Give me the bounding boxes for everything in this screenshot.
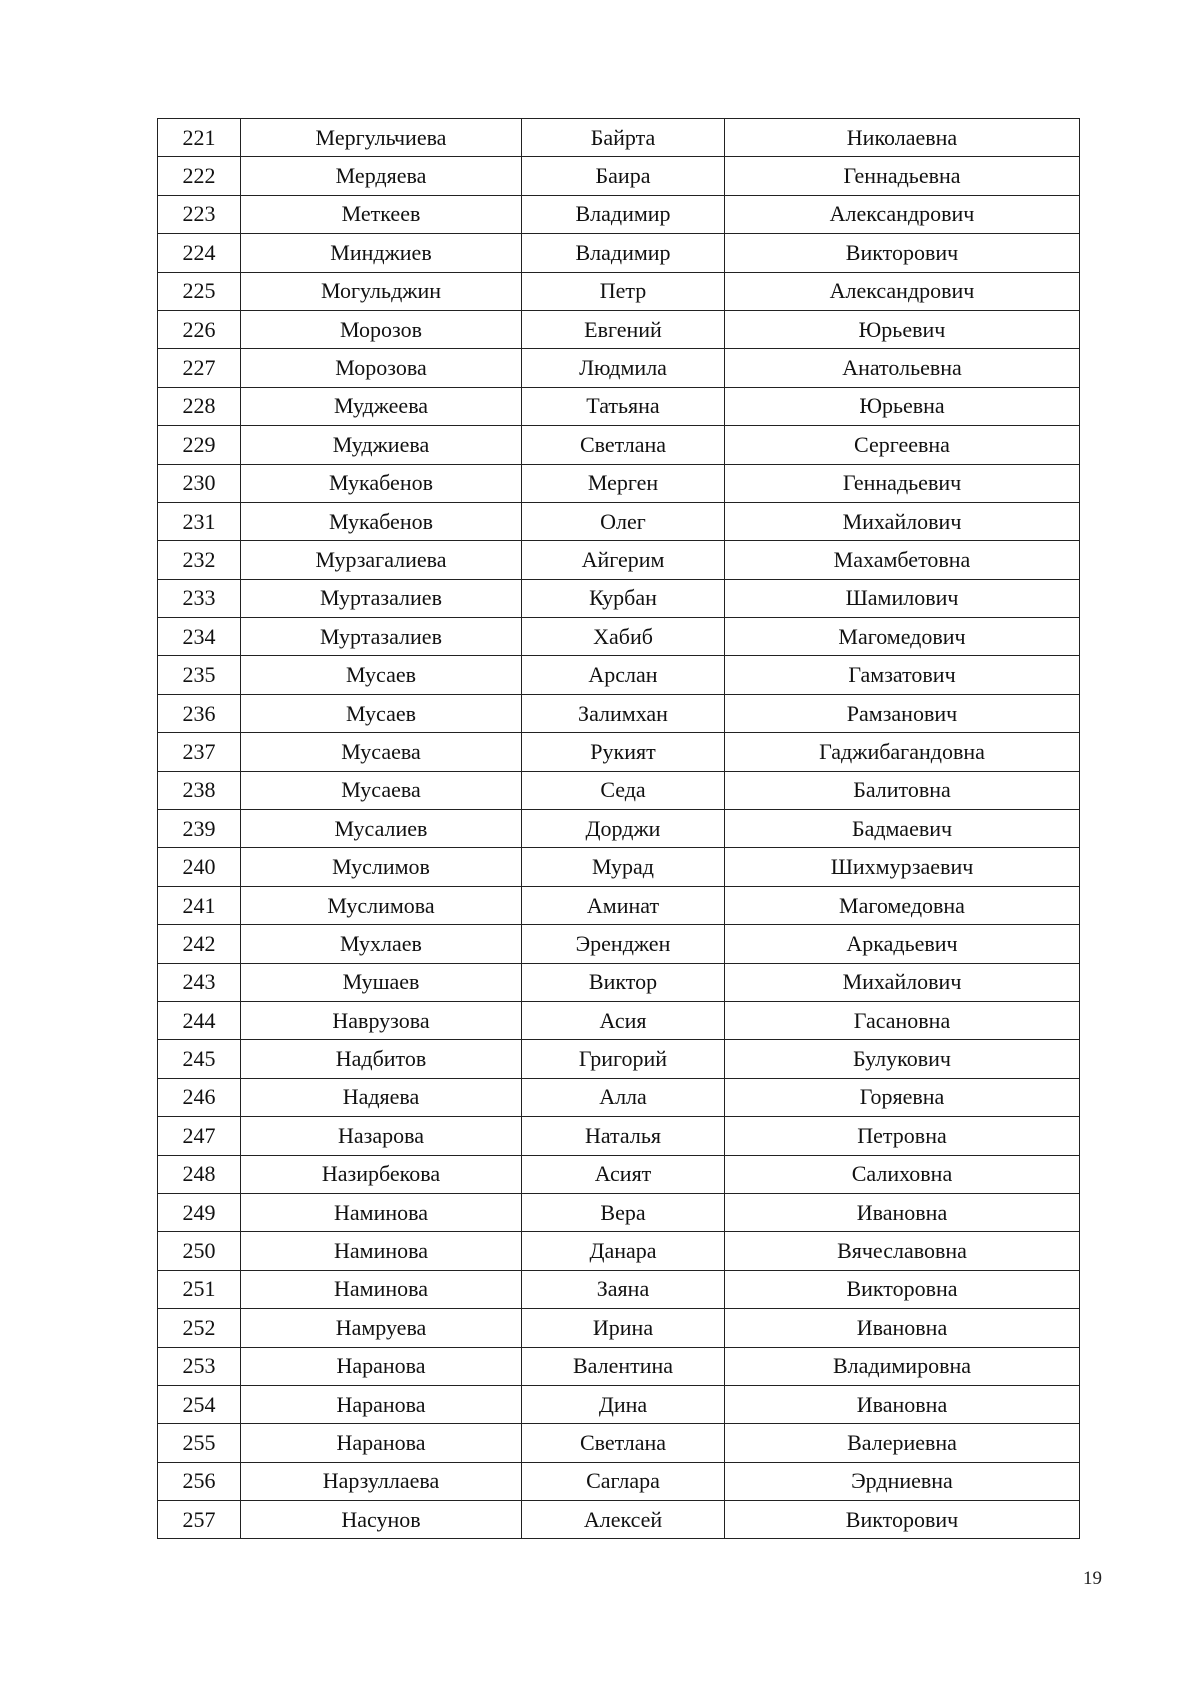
patronymic-cell: Гаджибагандовна — [725, 733, 1080, 771]
row-number-cell: 253 — [158, 1347, 241, 1385]
first-name-cell: Байрта — [522, 119, 725, 157]
table-row — [158, 810, 1080, 848]
table-row — [158, 1462, 1080, 1500]
row-number-cell: 232 — [158, 541, 241, 579]
last-name-cell: Мусаева — [241, 733, 522, 771]
patronymic-cell: Балитовна — [725, 771, 1080, 809]
patronymic-cell: Владимировна — [725, 1347, 1080, 1385]
table-row — [158, 886, 1080, 924]
patronymic-cell: Ивановна — [725, 1193, 1080, 1231]
row-number-cell: 228 — [158, 387, 241, 425]
patronymic-cell: Анатольевна — [725, 349, 1080, 387]
row-number-cell: 225 — [158, 272, 241, 310]
last-name-cell: Наранова — [241, 1347, 522, 1385]
row-number-cell: 249 — [158, 1193, 241, 1231]
page-number: 19 — [1083, 1568, 1102, 1589]
first-name-cell: Людмила — [522, 349, 725, 387]
table-row — [158, 1424, 1080, 1462]
patronymic-cell: Бадмаевич — [725, 810, 1080, 848]
first-name-cell: Владимир — [522, 195, 725, 233]
table-row — [158, 349, 1080, 387]
last-name-cell: Муджеева — [241, 387, 522, 425]
table-row — [158, 1117, 1080, 1155]
row-number-cell: 256 — [158, 1462, 241, 1500]
row-number-cell: 248 — [158, 1155, 241, 1193]
last-name-cell: Морозов — [241, 310, 522, 348]
first-name-cell: Седа — [522, 771, 725, 809]
row-number-cell: 244 — [158, 1001, 241, 1039]
last-name-cell: Намруева — [241, 1309, 522, 1347]
first-name-cell: Асия — [522, 1001, 725, 1039]
table-row — [158, 1385, 1080, 1423]
patronymic-cell: Махамбетовна — [725, 541, 1080, 579]
row-number-cell: 245 — [158, 1040, 241, 1078]
first-name-cell: Рукият — [522, 733, 725, 771]
last-name-cell: Мурзагалиева — [241, 541, 522, 579]
table-row — [158, 771, 1080, 809]
patronymic-cell: Викторовна — [725, 1270, 1080, 1308]
last-name-cell: Муджиева — [241, 426, 522, 464]
patronymic-cell: Ивановна — [725, 1309, 1080, 1347]
row-number-cell: 251 — [158, 1270, 241, 1308]
first-name-cell: Дина — [522, 1385, 725, 1423]
first-name-cell: Данара — [522, 1232, 725, 1270]
row-number-cell: 254 — [158, 1385, 241, 1423]
first-name-cell: Вера — [522, 1193, 725, 1231]
last-name-cell: Мердяева — [241, 157, 522, 195]
last-name-cell: Мусаев — [241, 656, 522, 694]
patronymic-cell: Ивановна — [725, 1385, 1080, 1423]
row-number-cell: 243 — [158, 963, 241, 1001]
row-number-cell: 236 — [158, 694, 241, 732]
table-row — [158, 848, 1080, 886]
table-row — [158, 1501, 1080, 1539]
first-name-cell: Петр — [522, 272, 725, 310]
last-name-cell: Мухлаев — [241, 925, 522, 963]
row-number-cell: 237 — [158, 733, 241, 771]
table-row — [158, 195, 1080, 233]
row-number-cell: 238 — [158, 771, 241, 809]
first-name-cell: Олег — [522, 502, 725, 540]
table-row — [158, 1347, 1080, 1385]
patronymic-cell: Юрьевич — [725, 310, 1080, 348]
last-name-cell: Мусаева — [241, 771, 522, 809]
row-number-cell: 257 — [158, 1501, 241, 1539]
last-name-cell: Муслимов — [241, 848, 522, 886]
first-name-cell: Евгений — [522, 310, 725, 348]
first-name-cell: Светлана — [522, 426, 725, 464]
last-name-cell: Назирбекова — [241, 1155, 522, 1193]
first-name-cell: Заяна — [522, 1270, 725, 1308]
patronymic-cell: Гасановна — [725, 1001, 1080, 1039]
table-row — [158, 694, 1080, 732]
table-row — [158, 272, 1080, 310]
last-name-cell: Мусаев — [241, 694, 522, 732]
last-name-cell: Муслимова — [241, 886, 522, 924]
patronymic-cell: Магомедович — [725, 618, 1080, 656]
row-number-cell: 224 — [158, 234, 241, 272]
row-number-cell: 241 — [158, 886, 241, 924]
row-number-cell: 230 — [158, 464, 241, 502]
first-name-cell: Аминат — [522, 886, 725, 924]
table-row — [158, 1270, 1080, 1308]
table-row — [158, 1078, 1080, 1116]
first-name-cell: Хабиб — [522, 618, 725, 656]
patronymic-cell: Рамзанович — [725, 694, 1080, 732]
last-name-cell: Мукабенов — [241, 502, 522, 540]
patronymic-cell: Валериевна — [725, 1424, 1080, 1462]
row-number-cell: 223 — [158, 195, 241, 233]
row-number-cell: 222 — [158, 157, 241, 195]
row-number-cell: 235 — [158, 656, 241, 694]
last-name-cell: Мушаев — [241, 963, 522, 1001]
table-row — [158, 618, 1080, 656]
last-name-cell: Наранова — [241, 1424, 522, 1462]
row-number-cell: 255 — [158, 1424, 241, 1462]
patronymic-cell: Викторович — [725, 234, 1080, 272]
first-name-cell: Наталья — [522, 1117, 725, 1155]
table-row — [158, 1232, 1080, 1270]
table-row — [158, 963, 1080, 1001]
patronymic-cell: Сергеевна — [725, 426, 1080, 464]
first-name-cell: Светлана — [522, 1424, 725, 1462]
patronymic-cell: Юрьевна — [725, 387, 1080, 425]
row-number-cell: 242 — [158, 925, 241, 963]
patronymic-cell: Магомедовна — [725, 886, 1080, 924]
patronymic-cell: Шихмурзаевич — [725, 848, 1080, 886]
table-row — [158, 925, 1080, 963]
patronymic-cell: Александрович — [725, 195, 1080, 233]
first-name-cell: Татьяна — [522, 387, 725, 425]
first-name-cell: Баира — [522, 157, 725, 195]
last-name-cell: Насунов — [241, 1501, 522, 1539]
last-name-cell: Муртазалиев — [241, 579, 522, 617]
patronymic-cell: Николаевна — [725, 119, 1080, 157]
table-row — [158, 310, 1080, 348]
row-number-cell: 240 — [158, 848, 241, 886]
table-row — [158, 119, 1080, 157]
patronymic-cell: Петровна — [725, 1117, 1080, 1155]
last-name-cell: Надбитов — [241, 1040, 522, 1078]
row-number-cell: 221 — [158, 119, 241, 157]
row-number-cell: 250 — [158, 1232, 241, 1270]
row-number-cell: 226 — [158, 310, 241, 348]
table-row — [158, 733, 1080, 771]
last-name-cell: Наранова — [241, 1385, 522, 1423]
last-name-cell: Минджиев — [241, 234, 522, 272]
patronymic-cell: Михайлович — [725, 502, 1080, 540]
first-name-cell: Виктор — [522, 963, 725, 1001]
table-row — [158, 157, 1080, 195]
row-number-cell: 227 — [158, 349, 241, 387]
last-name-cell: Нарзуллаева — [241, 1462, 522, 1500]
roster-table — [157, 118, 1080, 1539]
first-name-cell: Саглара — [522, 1462, 725, 1500]
first-name-cell: Асият — [522, 1155, 725, 1193]
last-name-cell: Наврузова — [241, 1001, 522, 1039]
first-name-cell: Ирина — [522, 1309, 725, 1347]
row-number-cell: 246 — [158, 1078, 241, 1116]
table-row — [158, 426, 1080, 464]
table-row — [158, 1001, 1080, 1039]
patronymic-cell: Михайлович — [725, 963, 1080, 1001]
first-name-cell: Григорий — [522, 1040, 725, 1078]
first-name-cell: Арслан — [522, 656, 725, 694]
patronymic-cell: Вячеславовна — [725, 1232, 1080, 1270]
last-name-cell: Меткеев — [241, 195, 522, 233]
row-number-cell: 231 — [158, 502, 241, 540]
last-name-cell: Наминова — [241, 1193, 522, 1231]
first-name-cell: Айгерим — [522, 541, 725, 579]
last-name-cell: Мукабенов — [241, 464, 522, 502]
row-number-cell: 229 — [158, 426, 241, 464]
table-row — [158, 541, 1080, 579]
table-row — [158, 1193, 1080, 1231]
patronymic-cell: Горяевна — [725, 1078, 1080, 1116]
first-name-cell: Владимир — [522, 234, 725, 272]
last-name-cell: Наминова — [241, 1270, 522, 1308]
first-name-cell: Алла — [522, 1078, 725, 1116]
first-name-cell: Мурад — [522, 848, 725, 886]
patronymic-cell: Шамилович — [725, 579, 1080, 617]
patronymic-cell: Салиховна — [725, 1155, 1080, 1193]
patronymic-cell: Викторович — [725, 1501, 1080, 1539]
patronymic-cell: Александрович — [725, 272, 1080, 310]
first-name-cell: Эренджен — [522, 925, 725, 963]
table-row — [158, 234, 1080, 272]
table-row — [158, 464, 1080, 502]
last-name-cell: Муртазалиев — [241, 618, 522, 656]
row-number-cell: 234 — [158, 618, 241, 656]
first-name-cell: Алексей — [522, 1501, 725, 1539]
first-name-cell: Мерген — [522, 464, 725, 502]
patronymic-cell: Гамзатович — [725, 656, 1080, 694]
row-number-cell: 233 — [158, 579, 241, 617]
table-row — [158, 1309, 1080, 1347]
last-name-cell: Мергульчиева — [241, 119, 522, 157]
table-row — [158, 1155, 1080, 1193]
roster-table-body — [158, 119, 1080, 1539]
patronymic-cell: Эрдниевна — [725, 1462, 1080, 1500]
table-row — [158, 656, 1080, 694]
first-name-cell: Валентина — [522, 1347, 725, 1385]
table-row — [158, 502, 1080, 540]
table-row — [158, 387, 1080, 425]
first-name-cell: Дорджи — [522, 810, 725, 848]
row-number-cell: 239 — [158, 810, 241, 848]
last-name-cell: Надяева — [241, 1078, 522, 1116]
patronymic-cell: Аркадьевич — [725, 925, 1080, 963]
row-number-cell: 247 — [158, 1117, 241, 1155]
last-name-cell: Наминова — [241, 1232, 522, 1270]
last-name-cell: Назарова — [241, 1117, 522, 1155]
last-name-cell: Мусалиев — [241, 810, 522, 848]
first-name-cell: Курбан — [522, 579, 725, 617]
first-name-cell: Залимхан — [522, 694, 725, 732]
last-name-cell: Морозова — [241, 349, 522, 387]
patronymic-cell: Геннадьевна — [725, 157, 1080, 195]
table-row — [158, 1040, 1080, 1078]
last-name-cell: Могульджин — [241, 272, 522, 310]
patronymic-cell: Геннадьевич — [725, 464, 1080, 502]
patronymic-cell: Булукович — [725, 1040, 1080, 1078]
row-number-cell: 252 — [158, 1309, 241, 1347]
table-row — [158, 579, 1080, 617]
